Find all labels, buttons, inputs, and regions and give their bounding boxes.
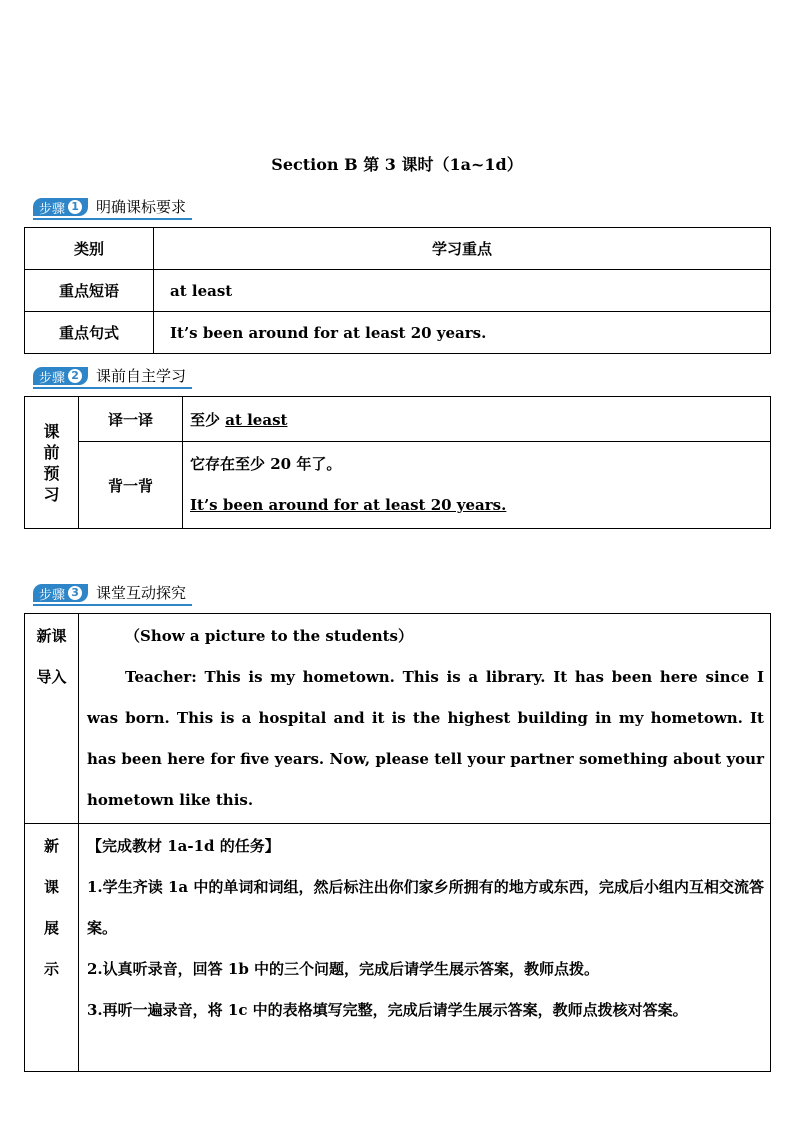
recite-answer: It’s been around for at least 20 years.: [190, 496, 507, 514]
showcase-content: [79, 824, 771, 1072]
step-badge: [33, 367, 88, 385]
showcase-line: 3.再听一遍录音，将 1c 中的表格填写完整，完成后请学生展示答案，教师点拨核对答案。: [87, 1001, 688, 1019]
showcase-label-char: 示: [43, 960, 59, 978]
showcase-line: 1.学生齐读 1a 中的单词和词组，然后标注出你们家乡所拥有的地方或东西，完成后小组内互相交流答案。: [87, 878, 764, 937]
recite-chinese: 它存在至少 20 年了。: [190, 455, 342, 473]
step-underline: [33, 604, 192, 606]
phrase-label: 重点短语: [25, 270, 154, 312]
sentence-value: It’s been around for at least 20 years.: [154, 312, 771, 354]
step-number: 1: [68, 200, 82, 214]
showcase-label-char: 展: [43, 919, 59, 937]
recite-content: [183, 442, 771, 529]
showcase-line: 【完成教材 1a-1d 的任务】: [87, 837, 280, 855]
translate-answer: at least: [225, 410, 288, 429]
header-category: 类别: [25, 228, 154, 270]
step-label: 课堂互动探究: [96, 584, 187, 602]
recite-label: 背一背: [79, 442, 183, 529]
showcase-label: [25, 824, 79, 1072]
step-3-header: [33, 583, 186, 603]
showcase-label-char: 课: [43, 878, 59, 896]
intro-content: [79, 614, 771, 824]
intro-line: Teacher: This is my hometown. This is a library. It has been here since I was born. This is a hospital and it is the highest building in my hometown. It has been here for five years. Now, please tell your partner something about your hometown like this.: [87, 668, 764, 809]
showcase-label-char: 新: [43, 837, 59, 855]
step-underline: [33, 218, 192, 220]
preview-table: [24, 396, 771, 529]
step-number: 3: [68, 586, 82, 600]
objectives-table: [24, 227, 771, 354]
step-badge-text: 步骤: [39, 587, 66, 603]
side-char: 课: [43, 421, 60, 441]
step-label: 明确课标要求: [96, 198, 187, 216]
sentence-label: 重点句式: [25, 312, 154, 354]
step-1-header: [33, 197, 186, 217]
step-label: 课前自主学习: [96, 367, 187, 385]
translate-label: 译一译: [79, 397, 183, 442]
page-title: Section B 第 3 课时（1a~1d）: [271, 155, 523, 174]
step-badge: [33, 198, 88, 216]
step-underline: [33, 387, 192, 389]
preview-side-label: [25, 397, 79, 529]
translate-content: [183, 397, 771, 442]
step-badge-text: 步骤: [39, 201, 66, 217]
phrase-value: at least: [154, 270, 771, 312]
showcase-line: 2.认真听录音，回答 1b 中的三个问题，完成后请学生展示答案，教师点拨。: [87, 960, 600, 978]
step-badge-text: 步骤: [39, 370, 66, 386]
side-char: 前: [43, 442, 60, 462]
step-number: 2: [68, 369, 82, 383]
side-char: 预: [43, 463, 60, 483]
translate-prompt: 至少: [190, 410, 226, 429]
classroom-table: [24, 613, 771, 1072]
step-2-header: [33, 366, 186, 386]
intro-label-line: 新课: [36, 627, 67, 645]
header-focus: 学习重点: [154, 228, 771, 270]
intro-line: （Show a picture to the students）: [125, 627, 413, 645]
intro-label-line: 导入: [36, 668, 67, 686]
intro-label: [25, 614, 79, 824]
step-badge: [33, 584, 88, 602]
side-char: 习: [43, 484, 60, 504]
